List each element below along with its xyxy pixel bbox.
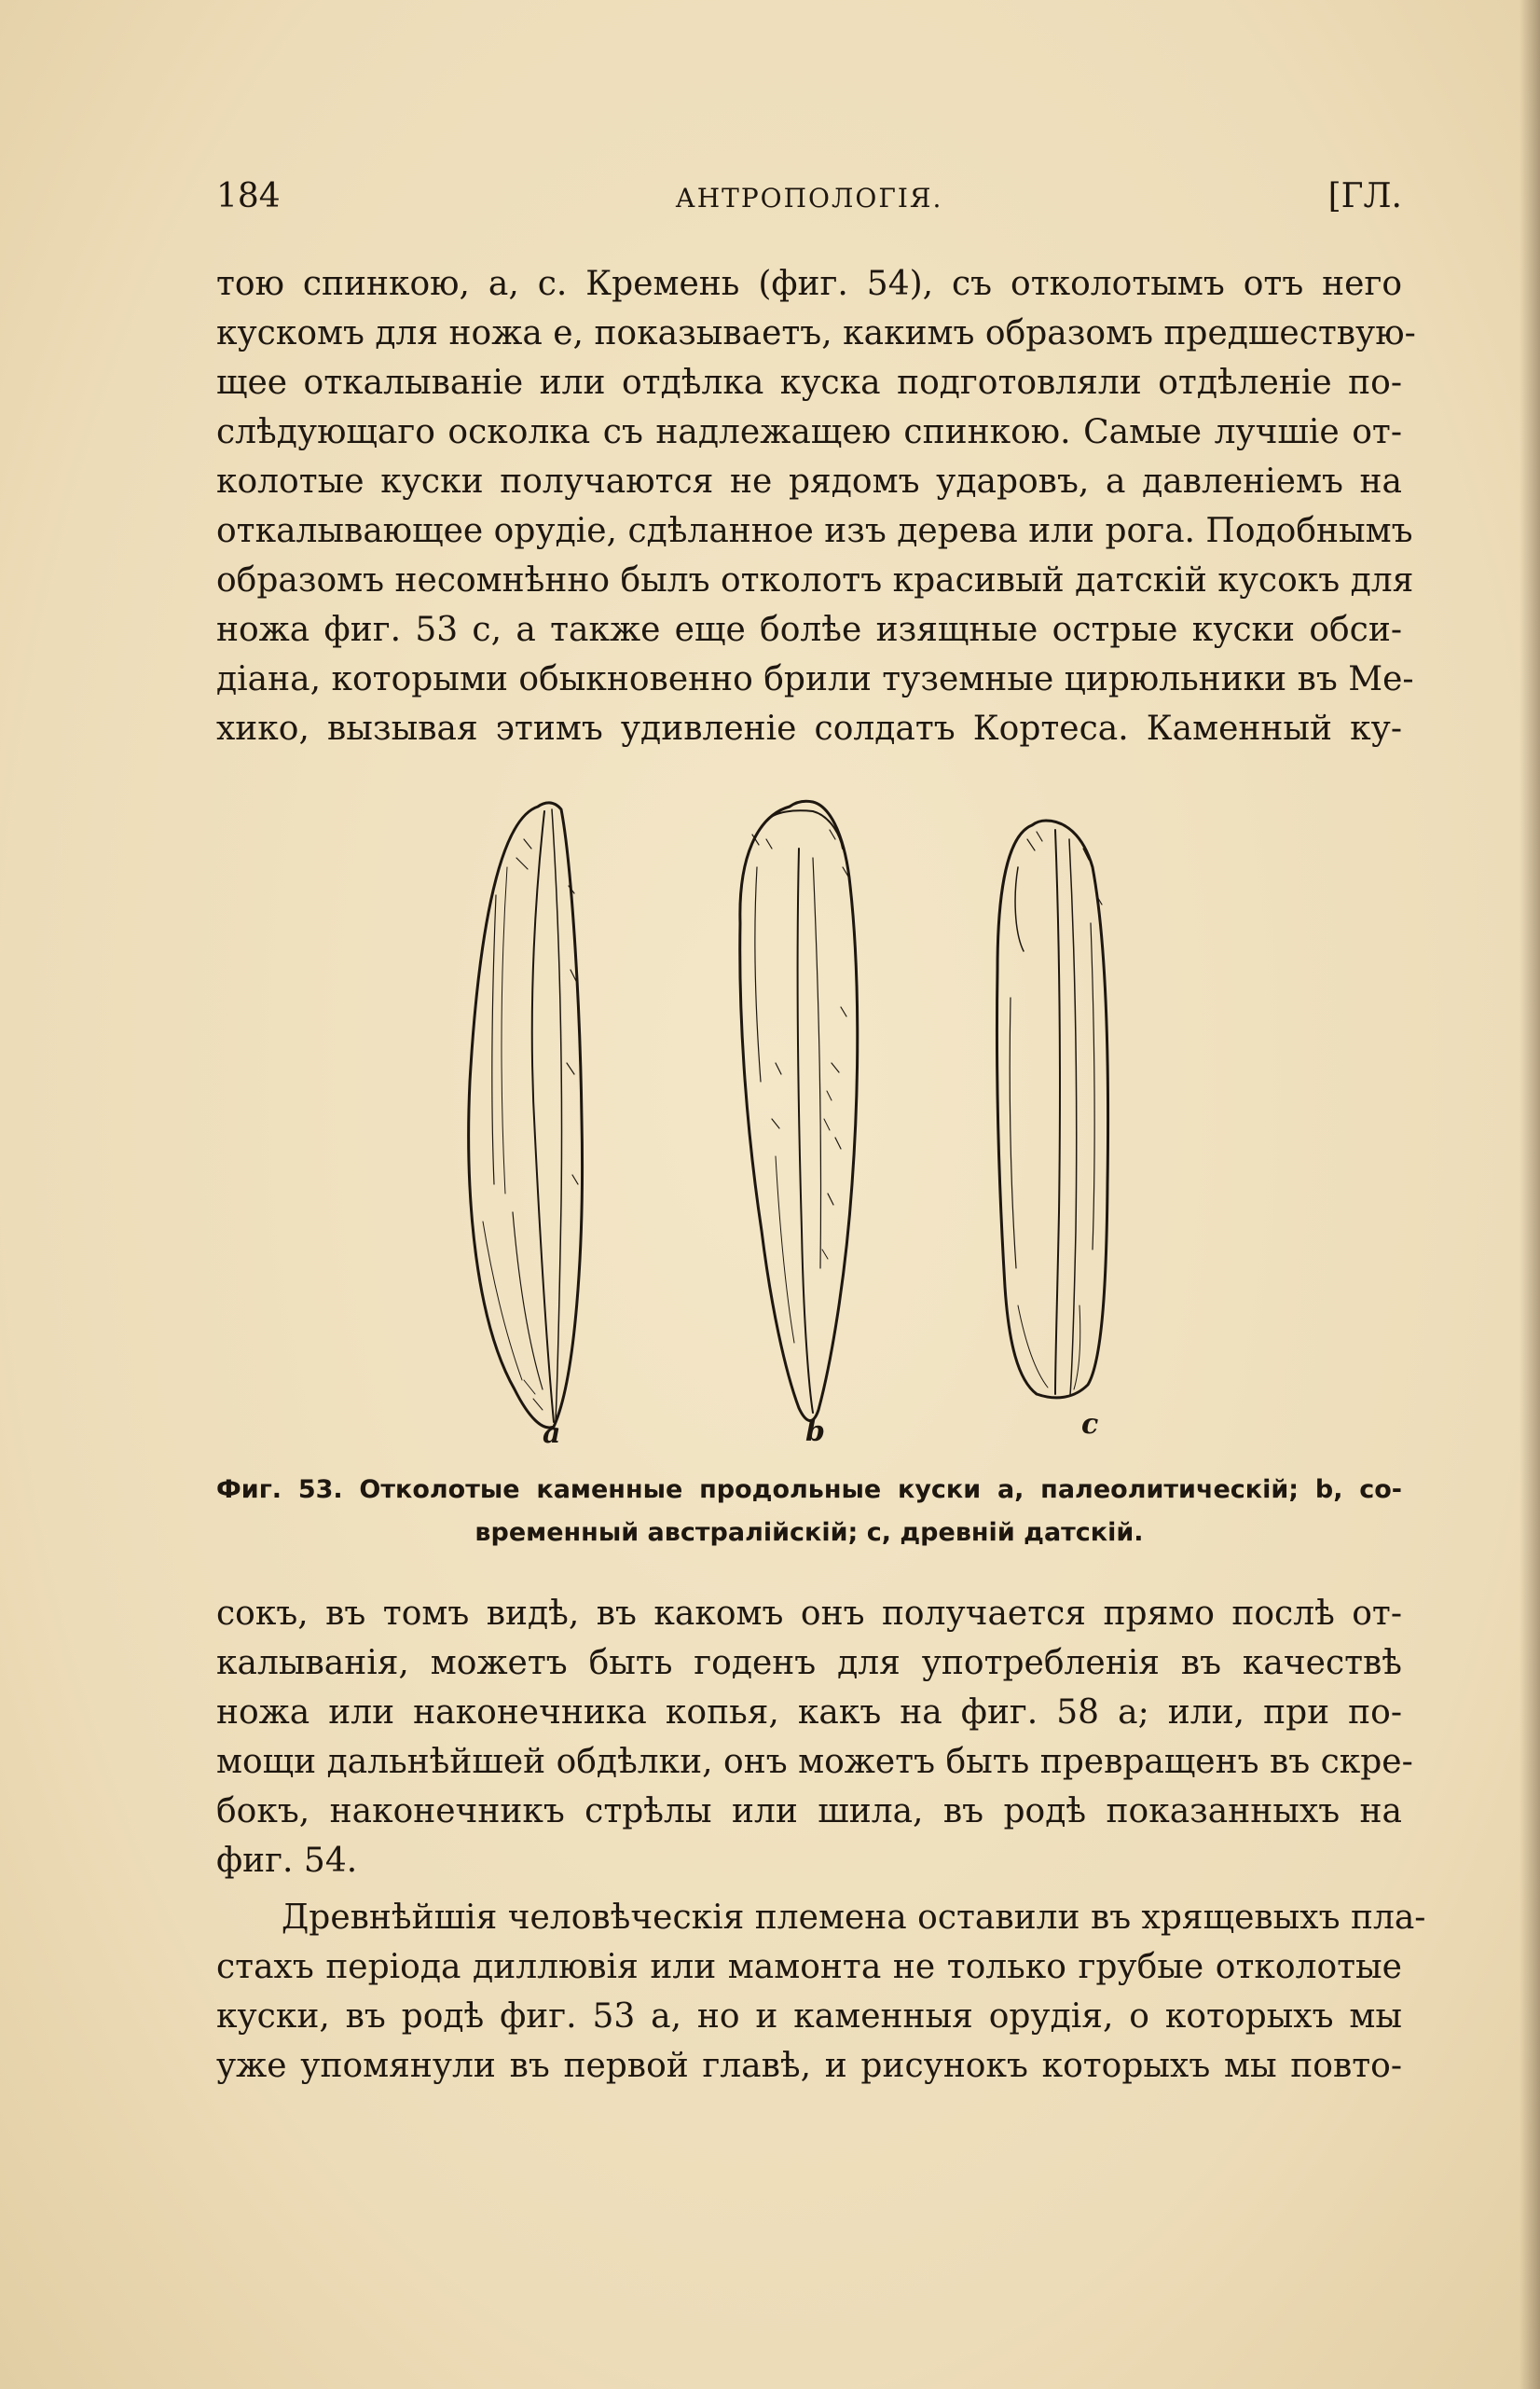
running-head xyxy=(216,177,1402,233)
chapter-reference: [ГЛ. xyxy=(1327,177,1402,215)
text-line: Древнѣйшія человѣческія племена оставили въ хрящевыхъ пла- xyxy=(282,1899,1426,1937)
text-line: бокъ, наконечникъ стрѣлы или шила, въ родѣ показанныхъ на xyxy=(216,1792,1402,1830)
text-line: калыванія, можетъ быть годенъ для употребленія въ качествѣ xyxy=(216,1644,1402,1682)
figure-label-b: b xyxy=(805,1415,825,1448)
text-line: хико, вызывая этимъ удивленіе солдатъ Кортеса. Каменный ку- xyxy=(216,710,1402,748)
flake-b-drawing xyxy=(740,801,858,1420)
flake-c-drawing xyxy=(997,821,1107,1398)
text-line: откалывающее орудіе, сдѣланное изъ дерева или рога. Подобнымъ xyxy=(216,512,1413,550)
text-line: фиг. 54. xyxy=(216,1842,358,1880)
paragraph-1 xyxy=(216,259,1416,753)
text-line: кускомъ для ножа e, показываетъ, какимъ образомъ предшествую- xyxy=(216,314,1416,352)
text-line: мощи дальнѣйшей обдѣлки, онъ можетъ быть превращенъ въ скре- xyxy=(216,1743,1413,1781)
figure-label-a: a xyxy=(543,1417,561,1450)
text-line: колотые куски получаются не рядомъ ударовъ, а давленіемъ на xyxy=(216,463,1402,501)
caption-line: Фиг. 53. Отколотые каменные продольные куски a, палеолитическій; b, со- xyxy=(216,1475,1402,1504)
paragraph-2 xyxy=(216,1589,1413,1885)
text-line: ножа фиг. 53 c, а также еще болѣе изящные острые куски обси- xyxy=(216,611,1402,649)
text-line: уже упомянули въ первой главѣ, и рисунокъ которыхъ мы повто- xyxy=(216,2047,1402,2085)
text-line: стахъ періода диллювія или мамонта не только грубые отколотые xyxy=(216,1948,1402,1986)
text-line: ножа или наконечника копья, какъ на фиг. 58 a; или, при по- xyxy=(216,1693,1402,1732)
running-title: АНТРОПОЛОГІЯ. xyxy=(675,183,943,214)
page-edge-shadow xyxy=(1519,0,1540,2389)
figure-53 xyxy=(216,783,1402,1464)
figure-caption xyxy=(216,1469,1402,1554)
text-line: щее откалываніе или отдѣлка куска подготовляли отдѣленіе по- xyxy=(216,364,1402,402)
flake-a-drawing xyxy=(469,803,583,1428)
paragraph-3 xyxy=(216,1893,1426,2091)
stone-flakes-illustration xyxy=(216,783,1402,1464)
text-line: сокъ, въ томъ видѣ, въ какомъ онъ получается прямо послѣ от- xyxy=(216,1595,1402,1633)
caption-line: временный австралійскій; c, древній датскій. xyxy=(474,1518,1144,1547)
page-number: 184 xyxy=(216,177,281,215)
text-line: тою спинкою, a, c. Кремень (фиг. 54), съ отколотымъ отъ него xyxy=(216,265,1402,303)
figure-label-c: c xyxy=(1081,1408,1099,1441)
text-line: діана, которыми обыкновенно брили туземные цирюльники въ Ме- xyxy=(216,660,1414,698)
text-line: слѣдующаго осколка съ надлежащею спинкою. Самые лучшіе от- xyxy=(216,413,1402,451)
text-line: образомъ несомнѣнно былъ отколотъ красивый датскій кусокъ для xyxy=(216,561,1414,600)
text-line: куски, въ родѣ фиг. 53 a, но и каменныя орудія, о которыхъ мы xyxy=(216,1997,1402,2036)
